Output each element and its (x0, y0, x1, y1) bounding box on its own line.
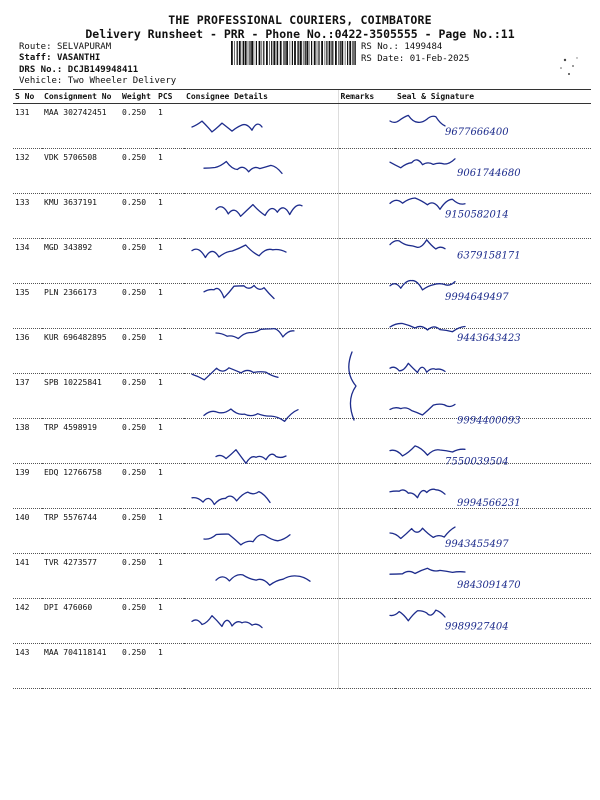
cell-pcs: 1 (156, 329, 184, 374)
table-row (13, 644, 591, 689)
table-row (13, 329, 591, 374)
cell-pcs: 1 (156, 374, 184, 419)
handwritten-phone: 9061744680 (457, 168, 521, 180)
cell-sno: 137 (13, 374, 42, 419)
cell-pcs: 1 (156, 509, 184, 554)
handwritten-phone: 7550039504 (445, 456, 509, 468)
cell-consignment: TRP 4598919 (42, 419, 120, 464)
handwritten-phone: 9677666400 (445, 127, 509, 138)
cell-signature (395, 239, 591, 284)
table-row (13, 194, 591, 239)
table-row (13, 509, 591, 554)
cell-weight: 0.250 (120, 644, 156, 689)
handwritten-phone: 9443643423 (457, 333, 521, 344)
cell-sno: 135 (13, 284, 42, 329)
cell-consignee (184, 284, 338, 329)
cell-signature (395, 554, 591, 599)
cell-weight: 0.250 (120, 554, 156, 599)
cell-remarks (338, 329, 395, 374)
cell-remarks (338, 149, 395, 194)
rs-no-value: 1499484 (404, 42, 443, 52)
cell-consignee (184, 329, 338, 374)
cell-weight: 0.250 (120, 104, 156, 149)
cell-signature (395, 284, 591, 329)
col-consignment: Consignment No (42, 90, 120, 104)
cell-signature (395, 644, 591, 689)
col-weight: Weight (120, 90, 156, 104)
cell-sno: 132 (13, 149, 42, 194)
cell-sno: 138 (13, 419, 42, 464)
cell-consignment: PLN 2366173 (42, 284, 120, 329)
col-remarks: Remarks (338, 90, 395, 104)
table-row (13, 239, 591, 284)
handwritten-phone: 9994400093 (457, 415, 521, 427)
cell-weight: 0.250 (120, 509, 156, 554)
cell-consignee (184, 239, 338, 284)
cell-remarks (338, 509, 395, 554)
route-value: SELVAPURAM (56, 42, 112, 52)
cell-sno: 131 (13, 104, 42, 149)
cell-weight: 0.250 (120, 464, 156, 509)
cell-signature (395, 149, 591, 194)
company-title: THE PROFESSIONAL COURIERS, COIMBATORE (168, 13, 432, 27)
cell-weight: 0.250 (120, 239, 156, 284)
cell-consignee (184, 644, 338, 689)
cell-remarks (338, 374, 395, 419)
cell-consignee (184, 464, 338, 509)
cell-consignment: MAA 704118141 (42, 644, 120, 689)
cell-sno: 136 (13, 329, 42, 374)
cell-pcs: 1 (156, 239, 184, 284)
cell-consignee (184, 149, 338, 194)
cell-pcs: 1 (156, 644, 184, 689)
cell-pcs: 1 (156, 194, 184, 239)
table-row (13, 464, 591, 509)
cell-signature (395, 104, 591, 149)
cell-signature (395, 419, 591, 464)
rs-date-line: RS Date: 01-Feb-2025 (361, 54, 470, 64)
barcode (231, 41, 356, 65)
cell-sno: 142 (13, 599, 42, 644)
cell-weight: 0.250 (120, 284, 156, 329)
table-row (13, 284, 591, 329)
cell-remarks (338, 239, 395, 284)
col-seal-signature: Seal & Signature (395, 90, 591, 104)
table-header (13, 90, 591, 104)
col-pcs: PCS (156, 90, 184, 104)
cell-consignment: KUR 696482895 (42, 329, 120, 374)
cell-consignment: TVR 4273577 (42, 554, 120, 599)
table-row (13, 419, 591, 464)
cell-signature (395, 509, 591, 554)
cell-sno: 139 (13, 464, 42, 509)
rs-date-value: 01-Feb-2025 (409, 54, 470, 64)
cell-weight: 0.250 (120, 599, 156, 644)
rs-info (361, 41, 469, 65)
cell-sno: 134 (13, 239, 42, 284)
cell-sno: 133 (13, 194, 42, 239)
cell-remarks (338, 284, 395, 329)
cell-remarks (338, 464, 395, 509)
cell-sno: 140 (13, 509, 42, 554)
cell-signature (395, 329, 591, 374)
cell-sno: 143 (13, 644, 42, 689)
cell-remarks (338, 194, 395, 239)
cell-consignee (184, 599, 338, 644)
cell-signature (395, 374, 591, 419)
cell-consignee (184, 104, 338, 149)
handwritten-phone: 6379158171 (457, 250, 521, 262)
cell-pcs: 1 (156, 599, 184, 644)
cell-weight: 0.250 (120, 329, 156, 374)
cell-remarks (338, 104, 395, 149)
cell-pcs: 1 (156, 284, 184, 329)
col-consignee: Consignee Details (184, 90, 338, 104)
handwritten-phone: 9994566231 (457, 497, 521, 509)
handwritten-phone: 9150582014 (445, 209, 509, 221)
handwritten-phone: 9994649497 (445, 291, 509, 303)
col-sno: S No (13, 90, 42, 104)
runsheet-table (13, 89, 591, 689)
cell-remarks (338, 554, 395, 599)
cell-consignee (184, 419, 338, 464)
cell-weight: 0.250 (120, 194, 156, 239)
cell-consignment: MGD 343892 (42, 239, 120, 284)
route-line: Route: SELVAPURAM (19, 42, 112, 52)
handwritten-phone: 9943455497 (445, 539, 509, 550)
cell-consignment: EDQ 12766758 (42, 464, 120, 509)
vehicle-line: Vehicle: Two Wheeler Delivery (19, 76, 177, 86)
cell-pcs: 1 (156, 149, 184, 194)
cell-consignee (184, 374, 338, 419)
table-row (13, 149, 591, 194)
cell-signature (395, 599, 591, 644)
cell-signature (395, 194, 591, 239)
handwritten-phone: 9989927404 (445, 621, 509, 633)
cell-remarks (338, 599, 395, 644)
cell-consignee (184, 554, 338, 599)
table-row (13, 374, 591, 419)
cell-pcs: 1 (156, 419, 184, 464)
runsheet-subtitle: Delivery Runsheet - PRR - Phone No.:0422-3505555 - Page No.:11 (85, 27, 515, 41)
cell-consignee (184, 509, 338, 554)
cell-weight: 0.250 (120, 419, 156, 464)
drs-value: DCJB149948411 (67, 65, 139, 75)
rs-no-line: RS No.: 1499484 (361, 42, 443, 52)
cell-consignment: MAA 302742451 (42, 104, 120, 149)
table-row (13, 554, 591, 599)
cell-sno: 141 (13, 554, 42, 599)
table-row (13, 104, 591, 149)
cell-weight: 0.250 (120, 149, 156, 194)
cell-pcs: 1 (156, 554, 184, 599)
cell-weight: 0.250 (120, 374, 156, 419)
cell-consignment: DPI 476060 (42, 599, 120, 644)
table-row (13, 599, 591, 644)
drs-line: DRS No.: DCJB149948411 (19, 65, 139, 75)
cell-consignment: KMU 3637191 (42, 194, 120, 239)
staff-value: VASANTHI (56, 53, 101, 63)
cell-signature (395, 464, 591, 509)
cell-pcs: 1 (156, 464, 184, 509)
cell-consignment: SPB 10225841 (42, 374, 120, 419)
scan-specks (555, 52, 585, 92)
staff-line: Staff: VASANTHI (19, 53, 101, 63)
vehicle-value: Two Wheeler Delivery (67, 76, 177, 86)
cell-consignment: VDK 5706508 (42, 149, 120, 194)
cell-remarks (338, 419, 395, 464)
cell-consignment: TRP 5576744 (42, 509, 120, 554)
handwritten-phone: 9843091470 (457, 580, 521, 592)
cell-pcs: 1 (156, 104, 184, 149)
cell-remarks (338, 644, 395, 689)
cell-consignee (184, 194, 338, 239)
